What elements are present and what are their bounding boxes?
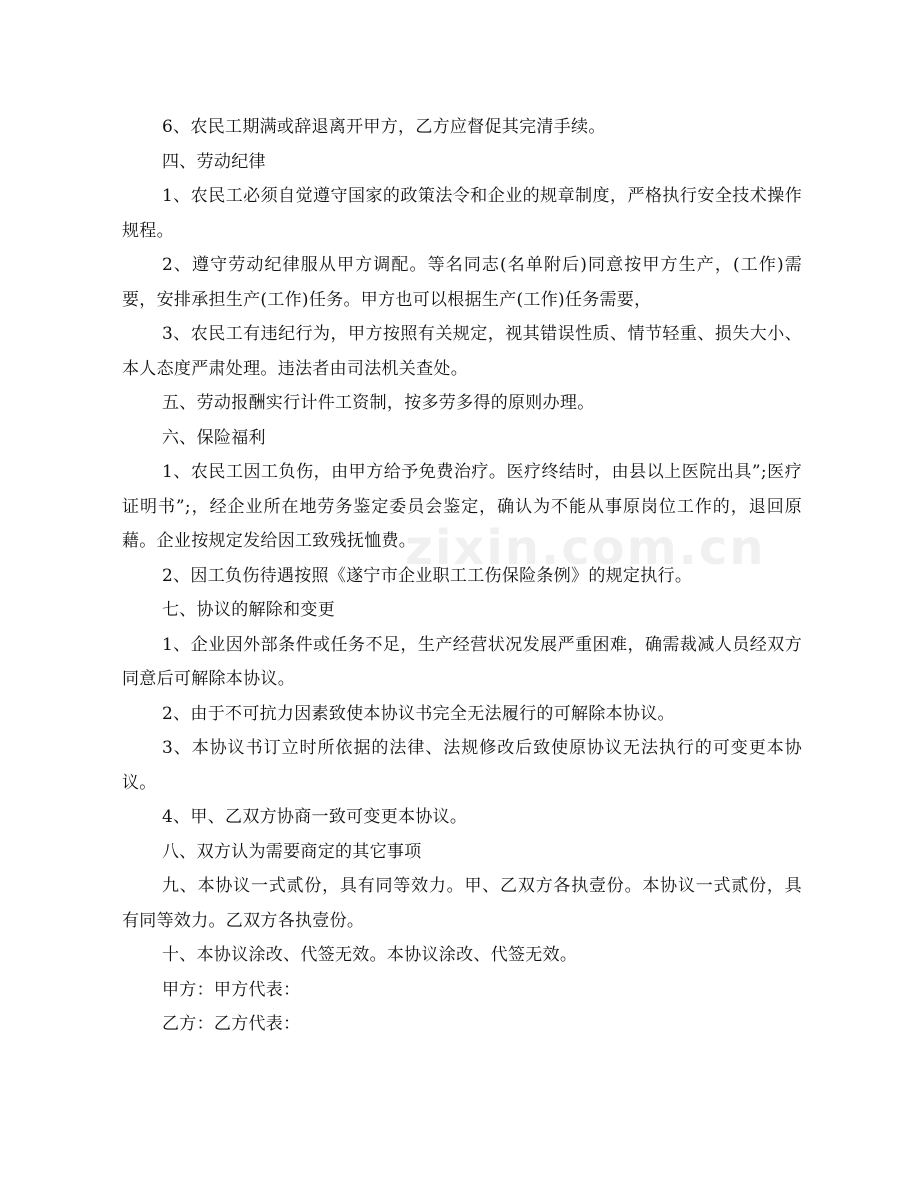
section-heading-labor-discipline: 四、劳动纪律 xyxy=(162,151,266,172)
section-heading-remuneration: 五、劳动报酬实行计件工资制，按多劳多得的原则办理。 xyxy=(162,393,595,413)
clause-termination-3: 3、本协议书订立时所依据的法律、法规修改后致使原协议无法执行的可变更本协议。 xyxy=(122,738,802,793)
clause-insurance-2: 2、因工负伤待遇按照《遂宁市企业职工工伤保险条例》的规定执行。 xyxy=(162,565,693,586)
document-body xyxy=(122,110,802,1042)
section-heading-other-matters: 八、双方认为需要商定的其它事项 xyxy=(162,841,422,862)
section-copies: 九、本协议一式贰份，具有同等效力。甲、乙双方各执壹份。本协议一式贰份，具有同等效力。乙双方各执壹份。 xyxy=(122,876,802,931)
section-alterations: 十、本协议涂改、代签无效。本协议涂改、代签无效。 xyxy=(162,945,578,965)
clause-discipline-3: 3、农民工有违纪行为，甲方按照有关规定，视其错误性质、情节轻重、损失大小、本人态度严肃处理。违法者由司法机关查处。 xyxy=(122,324,802,379)
clause-termination-2: 2、由于不可抗力因素致使本协议书完全无法履行的可解除本协议。 xyxy=(162,703,675,724)
clause-6-completion: 6、农民工期满或辞退离开甲方，乙方应督促其完清手续。 xyxy=(162,117,606,137)
watermark: zixin.com.cn xyxy=(405,520,766,576)
clause-insurance-1: 1、农民工因工负伤，由甲方给予免费治疗。医疗终结时，由县以上医院出具”;医疗证明书”;，经企业所在地劳务鉴定委员会鉴定，确认为不能从事原岗位工作的，退回原藉。企业按规定发给因工致残抚恤费。 xyxy=(122,462,802,551)
clause-discipline-2: 2、遵守劳动纪律服从甲方调配。等名同志(名单附后)同意按甲方生产，(工作)需要，安排承担生产(工作)任务。甲方也可以根据生产(工作)任务需要， xyxy=(122,255,802,310)
clause-discipline-1: 1、农民工必须自觉遵守国家的政策法令和企业的规章制度，严格执行安全技术操作规程。 xyxy=(122,186,802,241)
clause-termination-4: 4、甲、乙双方协商一致可变更本协议。 xyxy=(162,807,468,827)
clause-termination-1: 1、企业因外部条件或任务不足，生产经营状况发展严重困难，确需裁减人员经双方同意后可解除本协议。 xyxy=(122,634,802,689)
signature-party-b: 乙方：乙方代表： xyxy=(162,1014,301,1034)
signature-party-a: 甲方：甲方代表： xyxy=(162,979,301,1000)
section-heading-insurance: 六、保险福利 xyxy=(162,427,266,448)
section-heading-termination: 七、协议的解除和变更 xyxy=(162,600,335,620)
